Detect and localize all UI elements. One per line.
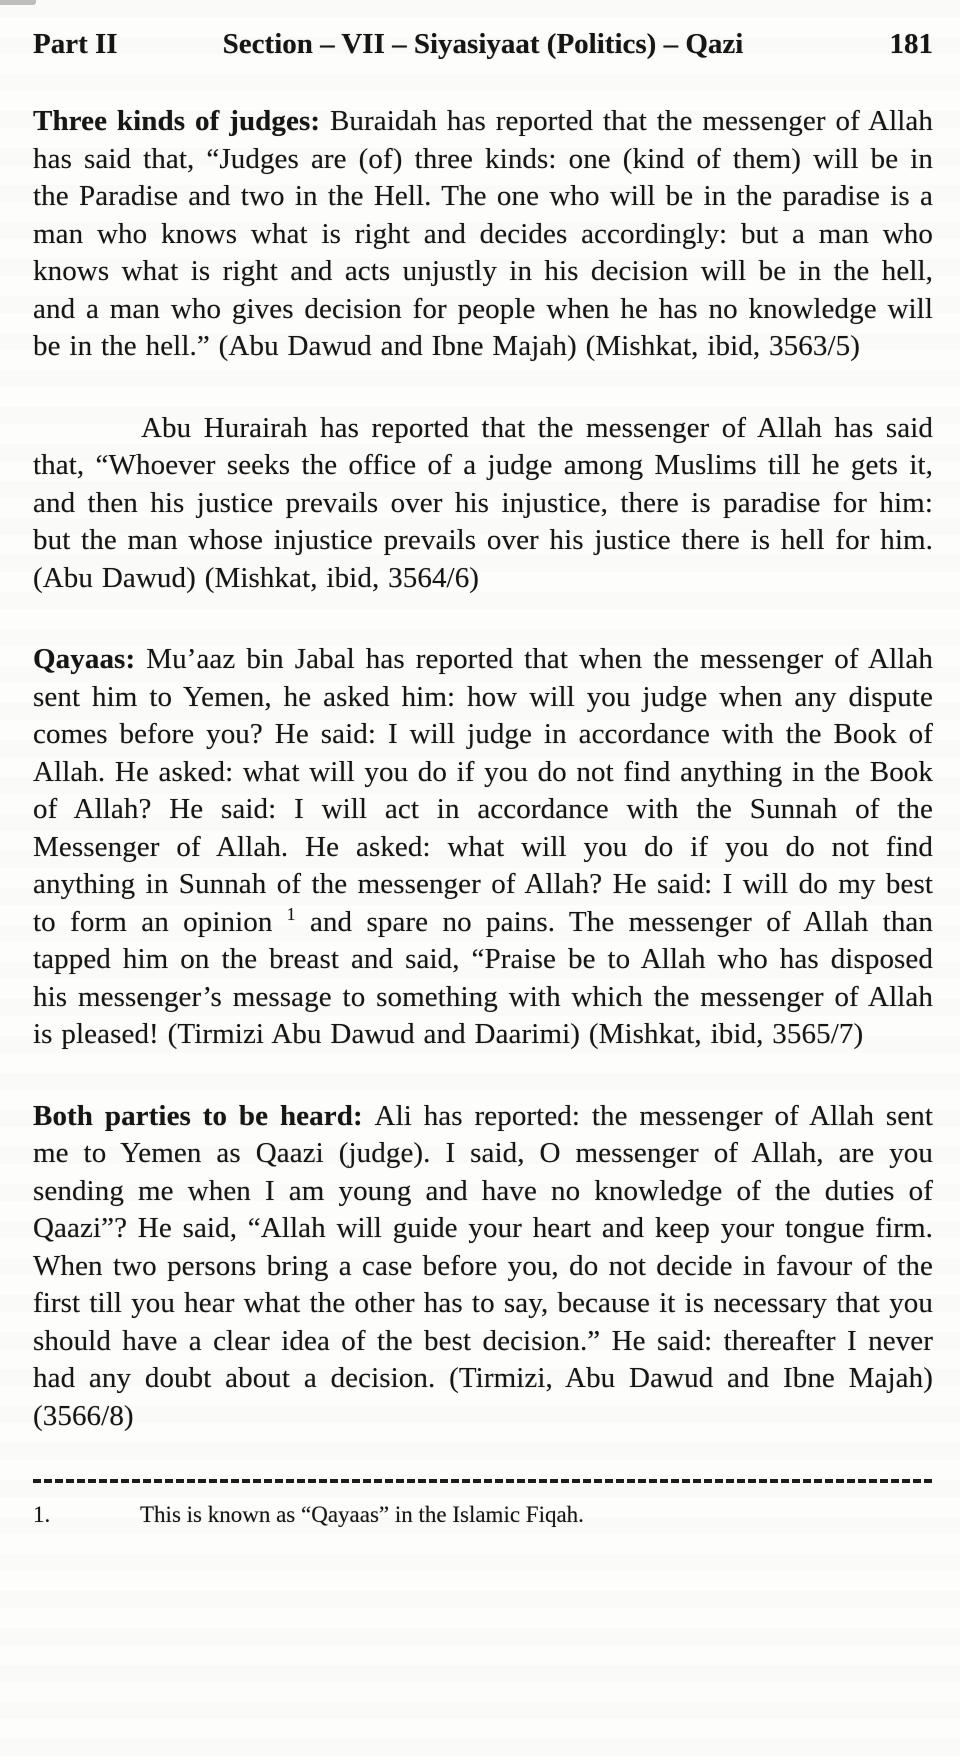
paragraph xyxy=(33,641,933,1054)
page-header xyxy=(33,26,933,63)
paragraph xyxy=(33,103,933,366)
footnote-text: This is known as “Qayaas” in the Islamic Fiqah. xyxy=(140,1502,584,1527)
content-paragraphs xyxy=(33,103,933,1435)
text-run: Buraidah has reported that the messenger of Allah has said that, “Judges are (of) three kinds: one (kind of them) will be in the Paradise and two in the Hell. The one who will be in the paradise is a man who knows what is right and decides accordingly: but a man who knows what is right and acts unjustly in his decision will be in the hell, and a man who gives decision for people when he has no knowledge will be in the hell.” (Abu Dawud and Ibne Majah) (Mishkat, ibid, 3563/5) xyxy=(33,105,933,362)
header-page-number: 181 xyxy=(889,28,933,60)
header-section-title: Section – VII – Siyasiyaat (Politics) – Qazi xyxy=(222,28,744,60)
text-run: and spare no pains. The messenger of Allah than tapped him on the breast and said, “Praise be to Allah who has disposed his messenger’s message to something with which the messenger of Allah is pleased! (Tirmizi Abu Dawud and Daarimi) (Mishkat, ibid, 3565/7) xyxy=(33,905,933,1050)
footnote-reference: 1 xyxy=(286,903,296,924)
footnote-separator xyxy=(33,1479,933,1483)
text-run: Ali has reported: the messenger of Allah sent me to Yemen as Qaazi (judge). I said, O messenger of Allah, are you sending me when I am young and have no knowledge of the duties of Qaazi”? He said, “Allah will guide your heart and keep your tongue firm. When two persons bring a case before you, do not decide in favour of the first till you hear what the other has to say, because it is necessary that you should have a clear idea of the best decision.” He said: thereafter I never had any doubt about a decision. (Tirmizi, Abu Dawud and Ibne Majah) (3566/8) xyxy=(33,1099,933,1432)
footnote-marker: 1. xyxy=(33,1502,51,1527)
paragraph xyxy=(33,410,933,598)
run-in-heading: Three kinds of judges: xyxy=(33,105,330,137)
footnote xyxy=(33,1500,933,1530)
header-part-label: Part II xyxy=(33,28,118,60)
text-run: Abu Hurairah has reported that the messenger of Allah has said that, “Whoever seeks the office of a judge among Muslims till he gets it, and then his justice prevails over his injustice, there is paradise for him: but the man whose injustice prevails over his justice there is hell for him. (Abu Dawud) (Mishkat, ibid, 3564/6) xyxy=(33,411,933,594)
paragraph xyxy=(33,1098,933,1436)
run-in-heading: Qayaas: xyxy=(33,643,147,675)
scan-artifact xyxy=(0,0,36,5)
text-run: Mu’aaz bin Jabal has reported that when the messenger of Allah sent him to Yemen, he asked him: how will you judge when any dispute comes before you? He said: I will judge in accordance with the Book of Allah. He asked: what will you do if you do not find anything in the Book of Allah? He said: I will act in accordance with the Sunnah of the Messenger of Allah. He asked: what will you do if you do not find anything in Sunnah of the messenger of Allah? He said: I will do my best to form an opinion xyxy=(33,643,933,938)
run-in-heading: Both parties to be heard: xyxy=(33,1099,375,1132)
